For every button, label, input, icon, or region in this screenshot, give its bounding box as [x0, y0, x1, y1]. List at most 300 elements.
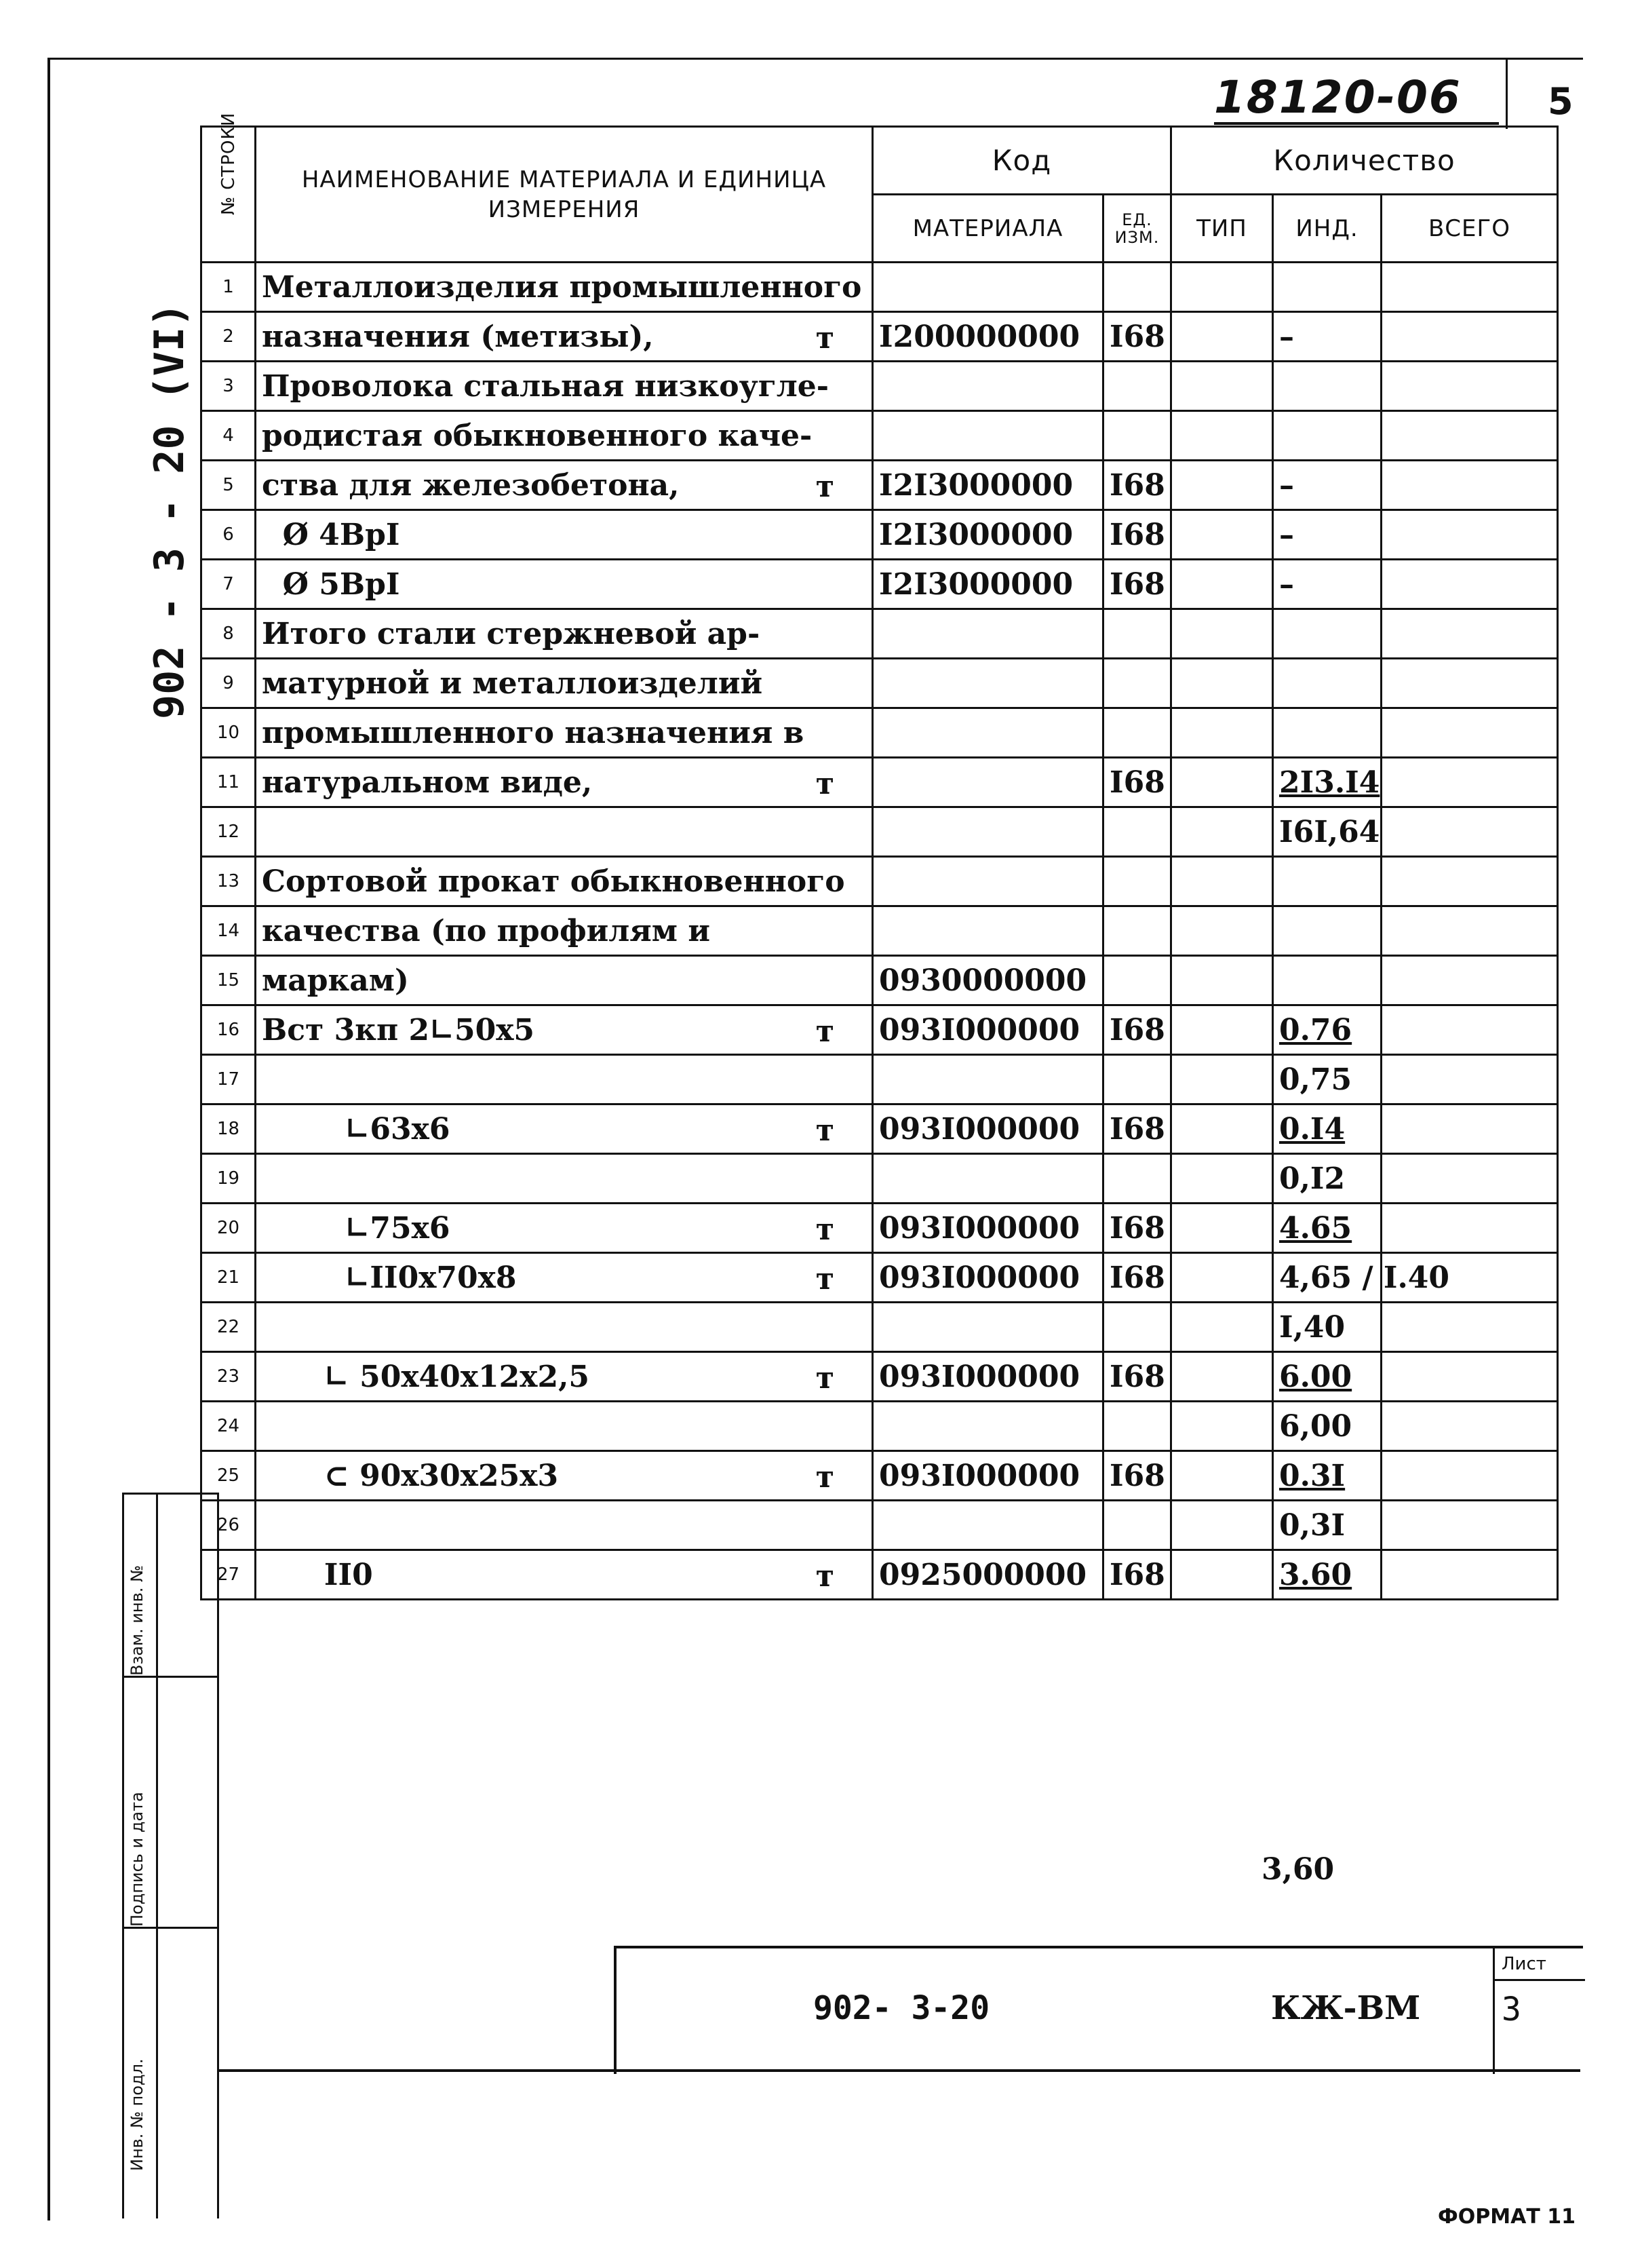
unit-symbol: т: [815, 1559, 834, 1594]
material-code: [873, 1253, 1103, 1303]
page-number: 5: [1548, 80, 1573, 123]
material-code: [873, 1402, 1103, 1451]
qty-ind: [1273, 1402, 1382, 1451]
title-block-code: 902- 3-20: [813, 1989, 990, 2027]
unit-code: [1103, 1501, 1171, 1550]
material-name: [256, 1501, 873, 1550]
material-name-text: ⊂ 90х30х25х3: [262, 1458, 559, 1493]
unit-symbol: т: [815, 321, 834, 355]
material-name-text: Ø 5ВрI: [262, 566, 400, 602]
qty-type: [1171, 659, 1273, 708]
unit-code: [1103, 758, 1171, 807]
material-code: [873, 1104, 1103, 1154]
unit-code-text: I68: [1110, 1012, 1165, 1047]
material-name-text: ∟ 50х40х12х2,5: [262, 1359, 590, 1394]
table-row: [201, 1253, 1558, 1303]
qty-ind: [1273, 510, 1382, 560]
row-number-text: 24: [216, 1416, 240, 1436]
table-row: [201, 1352, 1558, 1402]
material-name: [256, 1005, 873, 1055]
qty-ind: [1273, 1352, 1382, 1402]
header-qty-type: ТИП: [1171, 195, 1273, 263]
row-number-text: 12: [216, 822, 240, 842]
qty-ind-text: 2I3.I4: [1279, 765, 1380, 800]
unit-code-text: I68: [1110, 517, 1165, 552]
qty-ind-text: I,40: [1279, 1309, 1346, 1345]
qty-total: [1382, 758, 1558, 807]
table-row: [201, 956, 1558, 1005]
material-code: [873, 312, 1103, 362]
material-code: [873, 510, 1103, 560]
table-row: [201, 906, 1558, 956]
unit-code-text: I68: [1110, 566, 1165, 602]
qty-type: [1171, 906, 1273, 956]
material-name-text: ΙI0: [262, 1557, 373, 1592]
row-number: [201, 1104, 256, 1154]
unit-code: [1103, 263, 1171, 312]
qty-total: [1382, 609, 1558, 659]
qty-ind-text: 0.76: [1279, 1012, 1352, 1047]
row-number: [201, 461, 256, 510]
unit-symbol: т: [815, 767, 834, 801]
ind-footer-value: 3,60: [1262, 1852, 1335, 1887]
qty-ind: [1273, 1451, 1382, 1501]
qty-type: [1171, 1501, 1273, 1550]
qty-ind: [1273, 1253, 1450, 1303]
qty-ind: [1273, 956, 1382, 1005]
unit-code: [1103, 1005, 1171, 1055]
row-number-text: 1: [222, 277, 234, 297]
qty-ind: [1273, 1550, 1382, 1600]
qty-total: [1382, 312, 1558, 362]
material-name-text: Вст 3кп 2∟50х5: [262, 1012, 535, 1047]
material-code: [873, 1303, 1103, 1352]
material-code: [873, 263, 1103, 312]
qty-ind-text: –: [1279, 517, 1294, 552]
qty-total: [1382, 1352, 1558, 1402]
unit-code: [1103, 1253, 1171, 1303]
material-name-text: Сортовой прокат обыкновенного: [262, 864, 845, 899]
row-number-text: 10: [216, 723, 240, 743]
unit-code: [1103, 857, 1171, 906]
unit-code: [1103, 1550, 1171, 1600]
material-name-text: Ø 4ВрI: [262, 517, 400, 552]
row-number: [201, 956, 256, 1005]
unit-code-text: I68: [1110, 1111, 1165, 1147]
table-row: [201, 1501, 1558, 1550]
table-row: [201, 1402, 1558, 1451]
side-project-code: 902 - 3 - 20 (VI): [146, 302, 193, 719]
material-name: [256, 906, 873, 956]
row-number: [201, 1253, 256, 1303]
unit-code: [1103, 362, 1171, 411]
table-row: [201, 758, 1558, 807]
material-name: [256, 857, 873, 906]
material-code: [873, 1501, 1103, 1550]
material-name: [256, 956, 873, 1005]
qty-total: [1382, 956, 1558, 1005]
unit-code-text: I68: [1110, 467, 1165, 503]
qty-ind: [1273, 659, 1382, 708]
qty-ind: [1273, 609, 1382, 659]
title-block-mark: КЖ-ВМ: [1271, 1989, 1421, 2027]
document-code-underline: [1214, 122, 1499, 125]
qty-type: [1171, 461, 1273, 510]
unit-code: [1103, 1055, 1171, 1104]
material-code: [873, 807, 1103, 857]
qty-ind: [1273, 1303, 1382, 1352]
row-number: [201, 263, 256, 312]
table-row: [201, 1055, 1558, 1104]
material-code: [873, 857, 1103, 906]
material-name-text: натуральном виде,: [262, 765, 593, 800]
material-code-text: 093I000000: [879, 1111, 1080, 1147]
material-name-text: родистая обыкновенного каче-: [262, 418, 813, 453]
row-number-text: 13: [216, 871, 240, 891]
row-number: [201, 1402, 256, 1451]
table-row: [201, 1550, 1558, 1600]
material-code-text: I2I3000000: [879, 566, 1074, 602]
row-number-text: 27: [216, 1564, 240, 1585]
material-name-text: ∟63х6: [262, 1111, 450, 1147]
row-number-text: 14: [216, 921, 240, 941]
unit-symbol: т: [815, 1460, 834, 1495]
table-row: [201, 312, 1558, 362]
row-number-text: 7: [222, 574, 234, 594]
table-row: [201, 807, 1558, 857]
unit-code: [1103, 1204, 1171, 1253]
qty-type: [1171, 263, 1273, 312]
qty-ind: [1273, 906, 1382, 956]
row-number-text: 18: [216, 1119, 240, 1139]
material-name: [256, 609, 873, 659]
row-number: [201, 560, 256, 609]
qty-ind: [1273, 312, 1382, 362]
material-code: [873, 956, 1103, 1005]
row-number: [201, 1055, 256, 1104]
row-number: [201, 609, 256, 659]
title-block: [614, 1946, 1583, 2074]
row-number-text: 25: [216, 1465, 240, 1486]
stamp-signature-date: Подпись и дата: [128, 1792, 146, 1927]
unit-code-text: I68: [1110, 765, 1165, 800]
material-code-text: 093I000000: [879, 1458, 1080, 1493]
qty-type: [1171, 758, 1273, 807]
material-name-text: промышленного назначения в: [262, 715, 804, 750]
row-number-text: 26: [216, 1515, 240, 1535]
table-row: [201, 1451, 1558, 1501]
row-number-text: 15: [216, 970, 240, 991]
qty-type: [1171, 312, 1273, 362]
unit-code: [1103, 956, 1171, 1005]
unit-symbol: т: [815, 1014, 834, 1049]
material-code-text: I200000000: [879, 319, 1080, 354]
qty-ind: [1273, 1104, 1382, 1154]
row-number-text: 17: [216, 1069, 240, 1090]
qty-ind: [1273, 263, 1382, 312]
row-number: [201, 411, 256, 461]
qty-ind: [1273, 1501, 1382, 1550]
material-name-text: ства для железобетона,: [262, 467, 680, 503]
qty-ind: [1273, 411, 1382, 461]
material-code-text: 093I000000: [879, 1359, 1080, 1394]
table-row: [201, 609, 1558, 659]
unit-code-text: I68: [1110, 319, 1165, 354]
qty-ind: [1273, 807, 1382, 857]
material-name: [256, 1154, 873, 1204]
table-row: [201, 560, 1558, 609]
qty-total: [1382, 411, 1558, 461]
qty-ind: [1273, 461, 1382, 510]
unit-code: [1103, 906, 1171, 956]
unit-symbol: т: [815, 1212, 834, 1247]
qty-ind: [1273, 758, 1382, 807]
material-name: [256, 1402, 873, 1451]
row-number: [201, 807, 256, 857]
material-name: [256, 1204, 873, 1253]
qty-ind-text: 4.65: [1279, 1210, 1352, 1246]
qty-total: [1382, 560, 1558, 609]
unit-code-text: I68: [1110, 1557, 1165, 1592]
row-number: [201, 758, 256, 807]
material-code: [873, 708, 1103, 758]
row-number: [201, 906, 256, 956]
material-name: [256, 1550, 873, 1600]
qty-ind-text: 4,65 / I.40: [1279, 1260, 1450, 1295]
qty-total: [1382, 510, 1558, 560]
material-code: [873, 1005, 1103, 1055]
table-row: [201, 411, 1558, 461]
bottom-border: [217, 2069, 1580, 2072]
row-number: [201, 312, 256, 362]
qty-type: [1171, 1451, 1273, 1501]
unit-code: [1103, 1352, 1171, 1402]
qty-total: [1382, 1451, 1558, 1501]
qty-total: [1382, 461, 1558, 510]
qty-total: [1382, 906, 1558, 956]
row-number-text: 16: [216, 1020, 240, 1040]
material-code: [873, 362, 1103, 411]
material-code: [873, 560, 1103, 609]
material-code: [873, 758, 1103, 807]
table-row: [201, 1303, 1558, 1352]
qty-ind-text: 6,00: [1279, 1408, 1352, 1444]
unit-code-text: I68: [1110, 1260, 1165, 1295]
qty-type: [1171, 1253, 1273, 1303]
qty-ind: [1273, 1154, 1382, 1204]
material-name: [256, 1055, 873, 1104]
unit-code: [1103, 659, 1171, 708]
qty-total: [1382, 1501, 1558, 1550]
material-code: [873, 1550, 1103, 1600]
unit-code: [1103, 708, 1171, 758]
qty-type: [1171, 411, 1273, 461]
qty-ind: [1273, 857, 1382, 906]
material-name-text: маркам): [262, 963, 409, 998]
material-code-text: 093I000000: [879, 1260, 1080, 1295]
qty-ind-text: 6.00: [1279, 1359, 1352, 1394]
header-material-name: НАИМЕНОВАНИЕ МАТЕРИАЛА И ЕДИНИЦА ИЗМЕРЕНИЯ: [256, 127, 873, 263]
qty-type: [1171, 1104, 1273, 1154]
qty-ind: [1273, 1055, 1382, 1104]
table-row: [201, 659, 1558, 708]
material-code-text: 0930000000: [879, 963, 1087, 998]
material-name: [256, 560, 873, 609]
material-code-text: 093I000000: [879, 1210, 1080, 1246]
material-name: [256, 461, 873, 510]
side-stamp: [122, 1493, 217, 2218]
document-code: 18120-06: [1214, 71, 1462, 123]
row-number-text: 21: [216, 1267, 240, 1288]
qty-ind-text: –: [1279, 467, 1294, 503]
table-row: [201, 857, 1558, 906]
material-name: [256, 1253, 873, 1303]
unit-code: [1103, 1402, 1171, 1451]
qty-type: [1171, 1402, 1273, 1451]
material-name: [256, 708, 873, 758]
table-row: [201, 510, 1558, 560]
qty-ind-text: 3.60: [1279, 1557, 1352, 1592]
unit-symbol: т: [815, 1361, 834, 1396]
row-number-text: 11: [216, 772, 240, 792]
table-row: [201, 708, 1558, 758]
unit-code: [1103, 312, 1171, 362]
material-name-text: ∟II0х70х8: [262, 1260, 517, 1295]
qty-ind-text: 0.I4: [1279, 1111, 1346, 1147]
row-number: [201, 1352, 256, 1402]
qty-total: [1382, 857, 1558, 906]
qty-type: [1171, 1352, 1273, 1402]
unit-symbol: т: [815, 1262, 834, 1296]
material-name-text: ∟75х6: [262, 1210, 450, 1246]
qty-ind: [1273, 708, 1382, 758]
sheet-number: 3: [1502, 1991, 1521, 2029]
unit-code-text: I68: [1110, 1359, 1165, 1394]
qty-ind: [1273, 362, 1382, 411]
row-number: [201, 510, 256, 560]
unit-code: [1103, 1104, 1171, 1154]
row-number: [201, 659, 256, 708]
row-number: [201, 1154, 256, 1204]
qty-total: [1382, 1204, 1558, 1253]
qty-type: [1171, 857, 1273, 906]
qty-type: [1171, 609, 1273, 659]
row-number-text: 3: [222, 376, 234, 396]
qty-type: [1171, 1550, 1273, 1600]
material-name: [256, 1303, 873, 1352]
unit-code: [1103, 1451, 1171, 1501]
qty-ind: [1273, 560, 1382, 609]
table-row: [201, 362, 1558, 411]
table-row: [201, 461, 1558, 510]
unit-code: [1103, 609, 1171, 659]
material-name: [256, 312, 873, 362]
material-name: [256, 758, 873, 807]
qty-ind-text: –: [1279, 566, 1294, 602]
header-qty-ind: ИНД.: [1273, 195, 1382, 263]
row-number-text: 8: [222, 623, 234, 644]
qty-total: [1382, 1402, 1558, 1451]
header-code-group: Код: [873, 127, 1171, 195]
table-row: [201, 1204, 1558, 1253]
material-name-text: Итого стали стержневой ар-: [262, 616, 760, 651]
format-label: ФОРМАТ 11: [1438, 2205, 1576, 2229]
material-code: [873, 1204, 1103, 1253]
row-number-text: 5: [222, 475, 234, 495]
sheet-label: Лист: [1502, 1954, 1546, 1974]
qty-ind-text: –: [1279, 319, 1294, 354]
material-code-text: 093I000000: [879, 1012, 1080, 1047]
material-name: [256, 659, 873, 708]
qty-ind-text: 0,75: [1279, 1062, 1352, 1097]
material-code: [873, 411, 1103, 461]
qty-total: [1382, 1055, 1558, 1104]
header-row-number: № СТРОКИ: [201, 127, 256, 263]
material-name: [256, 411, 873, 461]
qty-total: [1382, 1303, 1558, 1352]
row-number-text: 22: [216, 1317, 240, 1337]
unit-code: [1103, 1303, 1171, 1352]
header-quantity-group: Количество: [1171, 127, 1558, 195]
qty-total: [1382, 1154, 1558, 1204]
row-number-text: 2: [222, 326, 234, 347]
unit-code: [1103, 461, 1171, 510]
qty-ind: [1273, 1005, 1382, 1055]
stamp-replace-inv: Взам. инв. №: [128, 1565, 146, 1676]
material-code: [873, 609, 1103, 659]
qty-type: [1171, 1303, 1273, 1352]
stamp-inv-original: Инв. № подл.: [128, 2058, 146, 2171]
material-name-text: матурной и металлоизделий: [262, 666, 763, 701]
qty-type: [1171, 708, 1273, 758]
qty-total: [1382, 1550, 1558, 1600]
qty-total: [1382, 1005, 1558, 1055]
qty-ind-text: 0,3I: [1279, 1507, 1346, 1543]
row-number: [201, 1204, 256, 1253]
unit-code: [1103, 1154, 1171, 1204]
row-number-text: 4: [222, 425, 234, 446]
row-number-text: 20: [216, 1218, 240, 1238]
material-code: [873, 1055, 1103, 1104]
row-number: [201, 857, 256, 906]
material-name: [256, 807, 873, 857]
qty-type: [1171, 1154, 1273, 1204]
qty-type: [1171, 1005, 1273, 1055]
material-name-text: Проволока стальная низкоугле-: [262, 368, 829, 404]
material-code-text: I2I3000000: [879, 467, 1074, 503]
sheet-box: [1493, 1948, 1585, 2074]
unit-symbol: т: [815, 469, 834, 504]
material-name-text: качества (по профилям и: [262, 913, 710, 948]
qty-total: [1382, 659, 1558, 708]
material-name-text: Металлоизделия промышленного: [262, 269, 862, 305]
row-number-text: 6: [222, 524, 234, 545]
qty-total: [1382, 708, 1558, 758]
qty-total: [1382, 263, 1558, 312]
material-name: [256, 510, 873, 560]
table-row: [201, 263, 1558, 312]
unit-code: [1103, 560, 1171, 609]
material-name: [256, 362, 873, 411]
material-code: [873, 659, 1103, 708]
unit-symbol: т: [815, 1113, 834, 1148]
qty-ind: [1273, 1204, 1382, 1253]
header-qty-total: ВСЕГО: [1382, 195, 1558, 263]
table-row: [201, 1005, 1558, 1055]
material-code: [873, 1352, 1103, 1402]
materials-table: [200, 112, 1559, 1600]
material-name: [256, 263, 873, 312]
